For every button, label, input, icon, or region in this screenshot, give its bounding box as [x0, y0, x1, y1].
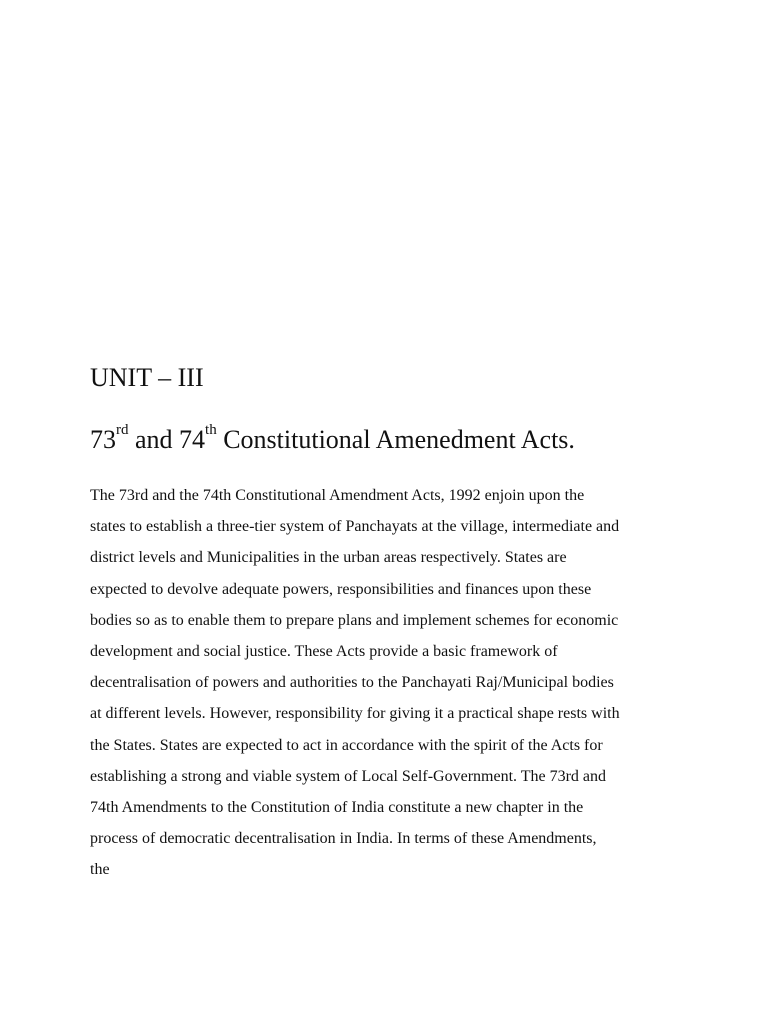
title-number-73: 73 [90, 425, 116, 454]
title-superscript-rd: rd [116, 422, 129, 439]
body-line: at different levels. However, responsibility for giving it a practical shape rests with [90, 705, 620, 723]
body-paragraph [90, 480, 690, 886]
title-superscript-th: th [205, 422, 217, 439]
body-line: states to establish a three-tier system of Panchayats at the village, intermediate and [90, 518, 620, 536]
title-text: Constitutional Amenedment Acts. [216, 425, 575, 454]
body-line: expected to devolve adequate powers, responsibilities and finances upon these [90, 580, 592, 598]
section-title [90, 422, 575, 458]
body-line: the [90, 861, 110, 879]
body-line: the States. States are expected to act in accordance with the spirit of the Acts for [90, 736, 603, 754]
body-line: establishing a strong and viable system of Local Self-Government. The 73rd and [90, 767, 607, 785]
unit-heading: UNIT – III [90, 363, 204, 392]
body-line: The 73rd and the 74th Constitutional Amendment Acts, 1992 enjoin upon the [90, 487, 585, 504]
body-line: decentralisation of powers and authorities to the Panchayati Raj/Municipal bodies [90, 674, 614, 692]
body-line: 74th Amendments to the Constitution of India constitute a new chapter in the [90, 799, 584, 817]
body-line: development and social justice. These Acts provide a basic framework of [90, 643, 558, 661]
body-line: process of democratic decentralisation in India. In terms of these Amendments, [90, 830, 597, 848]
title-number-74: and 74 [128, 425, 206, 454]
body-line: bodies so as to enable them to prepare plans and implement schemes for economic [90, 611, 619, 629]
body-line: district levels and Municipalities in the urban areas respectively. States are [90, 549, 567, 567]
